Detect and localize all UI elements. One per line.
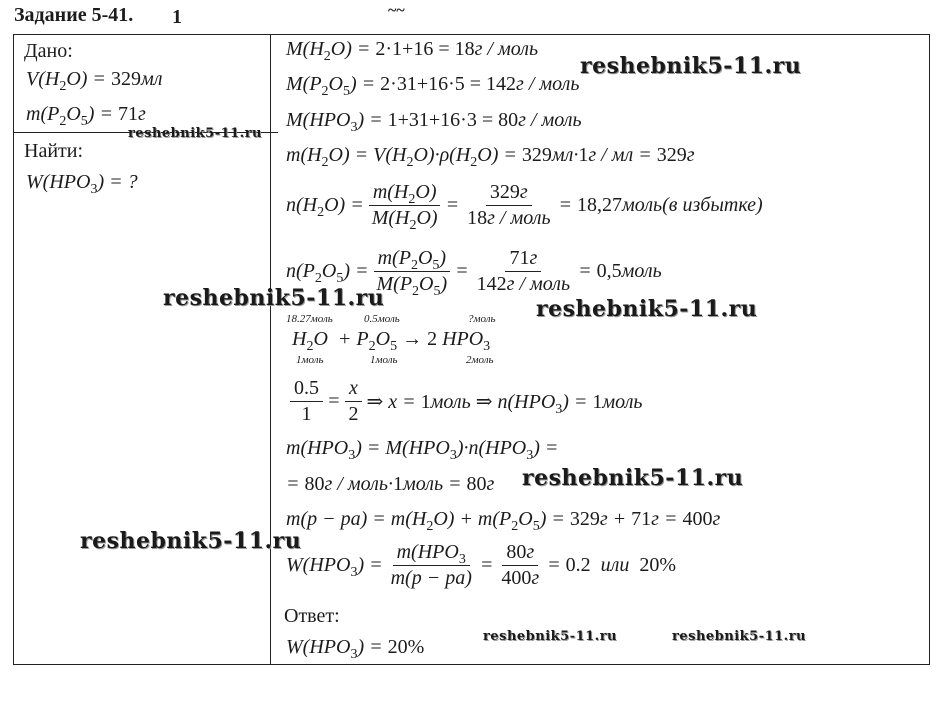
mass-solution: $m(р - ра) = m(H_2O) + m(P_2O_5) = 329г + 71г = 400г$ — [286, 508, 721, 534]
mass-hpo3-result: = 80г / моль·1моль = 80г — [286, 473, 495, 495]
moles-water: $n(H_2O)$ = $\frac{m(H_2O)}{M(H_2O)}$ = $\frac{329г}{\text{18г / моль}}$ = 18,27моль(в избытке) — [286, 181, 763, 233]
find-line: $W(HPO_3)$ = ? — [26, 171, 138, 197]
find-heading: Найти: — [24, 140, 84, 162]
mass-fraction: $W(HPO_3)$ = $\frac{m(HPO_3}{m(р - ра)}$ = $\frac{80г}{400г}$ = 0.2 или 20% — [286, 541, 677, 589]
watermark: reshebnik5-11.ru — [522, 465, 744, 491]
watermark: reshebnik5-11.ru — [163, 285, 385, 311]
rx-above-3: ?моль — [468, 313, 496, 325]
molar-mass-hpo3: $M(HPO_3) = 1+31+16\cdot 3 = 80г$ / моль — [286, 109, 582, 135]
title-mark: 1 — [172, 6, 182, 28]
molar-mass-p2o5: $M(P_2O_5) = 2\cdot 31+16\cdot 5 = 142г$ / моль — [286, 73, 580, 99]
given-heading: Дано: — [24, 40, 73, 62]
title-mark-2: ~~ — [388, 2, 405, 19]
column-divider — [270, 34, 271, 665]
mass-water: $m(H_2O) = V(H_2O)\cdot\rho(H_2O) = 329мл\cdot 1г$ / мл = 329г — [286, 144, 695, 170]
watermark: reshebnik5-11.ru — [580, 53, 802, 79]
rx-below-3: 2моль — [466, 354, 494, 366]
proportion: $\frac{0.5}{1}$ = $\frac{x}{2}$ ⇒ x = 1моль ⇒ $n(HPO_3)$ = 1моль — [286, 376, 643, 427]
rx-below-2: 1моль — [370, 354, 398, 366]
reaction-equation: $H_2O + P_2O_5 \to 2$ $HPO_3$ — [292, 328, 491, 354]
rx-above-1: 18.27моль — [286, 313, 333, 325]
answer-line: $W(HPO_3) = 20\%$ — [286, 636, 425, 662]
molar-mass-water: $M(H_2O) = 2\cdot 1+16 = 18г$ / моль — [286, 38, 539, 64]
given-mass: $m(P_2O_5) = 71г$ — [26, 103, 146, 129]
watermark: reshebnik5-11.ru — [672, 629, 807, 644]
task-title: Задание 5-41. — [14, 4, 134, 26]
moles-p2o5: $n(P_2O_5)$ = $\frac{m(P_2O_5)}{M(P_2O_5)}$ = $\frac{71г}{\text{142г / моль}}$ = 0,5моль — [286, 247, 662, 299]
watermark: reshebnik5-11.ru — [536, 296, 758, 322]
rx-above-2: 0.5моль — [364, 313, 400, 325]
watermark: reshebnik5-11.ru — [483, 629, 618, 644]
given-volume: $V(H_2O) = 329мл$ — [26, 68, 163, 94]
answer-heading: Ответ: — [284, 605, 340, 627]
rx-below-1: 1моль — [296, 354, 324, 366]
watermark: reshebnik5-11.ru — [80, 528, 302, 554]
watermark: reshebnik5-11.ru — [128, 126, 263, 141]
mass-hpo3-formula: $m(HPO_3) = M(HPO_3)\cdot n(HPO_3)$ = — [286, 437, 559, 463]
